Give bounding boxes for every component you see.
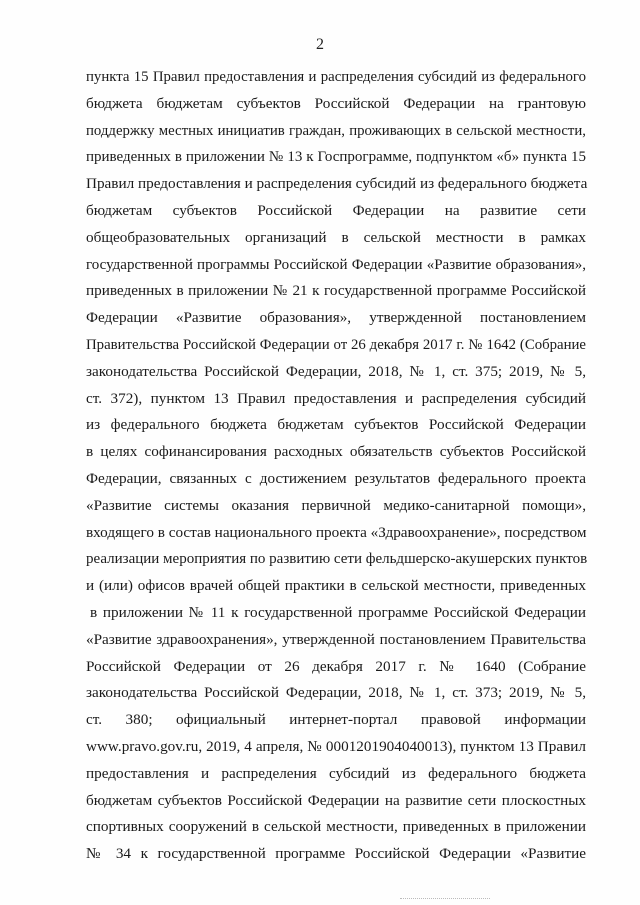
text-line: пункта 15 Правил предоставления и распределения субсидий из федерального (86, 69, 586, 85)
text-line: в целях софинансирования расходных обязательств субъектов Российской (86, 443, 586, 461)
text-line: «Развитие системы оказания первичной медико-санитарной помощи», (86, 496, 586, 514)
text-line: Федерации, связанных с достижением результатов федерального проекта (86, 469, 586, 487)
text-line: в приложении № 11 к государственной программе Российской Федерации (90, 603, 586, 621)
text-line: ст. 380; официальный интернет-портал правовой информации (86, 711, 586, 729)
text-line: приведенных в приложении № 21 к государственной программе Российской (86, 282, 586, 300)
text-line: Правительства Российской Федерации от 26 декабря 2017 г. № 1642 (Собрание (86, 336, 586, 353)
body-text (86, 64, 586, 868)
text-line: предоставления и распределения субсидий из федерального бюджета (86, 764, 586, 782)
text-line: законодательства Российской Федерации, 2018, № 1, ст. 375; 2019, № 5, (86, 362, 586, 380)
text-line: Правил предоставления и распределения субсидий из федерального бюджета (86, 175, 588, 193)
text-line: общеобразовательных организаций в сельской местности в рамках (86, 228, 586, 246)
text-line: спортивных сооружений в сельской местности, приведенных в приложении (86, 818, 586, 836)
page-number: 2 (316, 36, 324, 53)
text-line: «Развитие здравоохранения», утвержденной постановлением Правительства (86, 630, 586, 648)
text-line: входящего в состав национального проекта «Здравоохранение», посредством (86, 523, 587, 541)
text-line: Российской Федерации от 26 декабря 2017 г. № 1640 (Собрание (86, 657, 586, 675)
scan-artifact (400, 898, 490, 901)
text-line: и (или) офисов врачей общей практики в сельской местности, приведенных (86, 577, 586, 595)
text-line: бюджета бюджетам субъектов Российской Федерации на грантовую (86, 94, 586, 112)
text-line: бюджетам субъектов Российской Федерации на развитие сети (86, 201, 586, 219)
text-line: из федерального бюджета бюджетам субъектов Российской Федерации (86, 416, 586, 434)
text-line: государственной программы Российской Федерации «Развитие образования», (86, 256, 586, 273)
text-line: реализации мероприятия по развитию сети фельдшерско-акушерских пунктов (86, 551, 588, 568)
text-line: законодательства Российской Федерации, 2018, № 1, ст. 373; 2019, № 5, (86, 684, 586, 702)
text-line: № 34 к государственной программе Российской Федерации «Развитие (86, 845, 586, 863)
text-line: приведенных в приложении № 13 к Госпрограмме, подпунктом «б» пункта 15 (86, 149, 586, 166)
text-line: Федерации «Развитие образования», утвержденной постановлением (86, 309, 586, 327)
text-line: ст. 372), пунктом 13 Правил предоставления и распределения субсидий (86, 389, 586, 407)
text-line: поддержку местных инициатив граждан, проживающих в сельской местности, (86, 122, 586, 139)
text-line: www.pravo.gov.ru, 2019, 4 апреля, № 0001201904040013), пунктом 13 Правил (86, 737, 586, 755)
text-line: бюджетам субъектов Российской Федерации на развитие сети плоскостных (86, 791, 586, 809)
